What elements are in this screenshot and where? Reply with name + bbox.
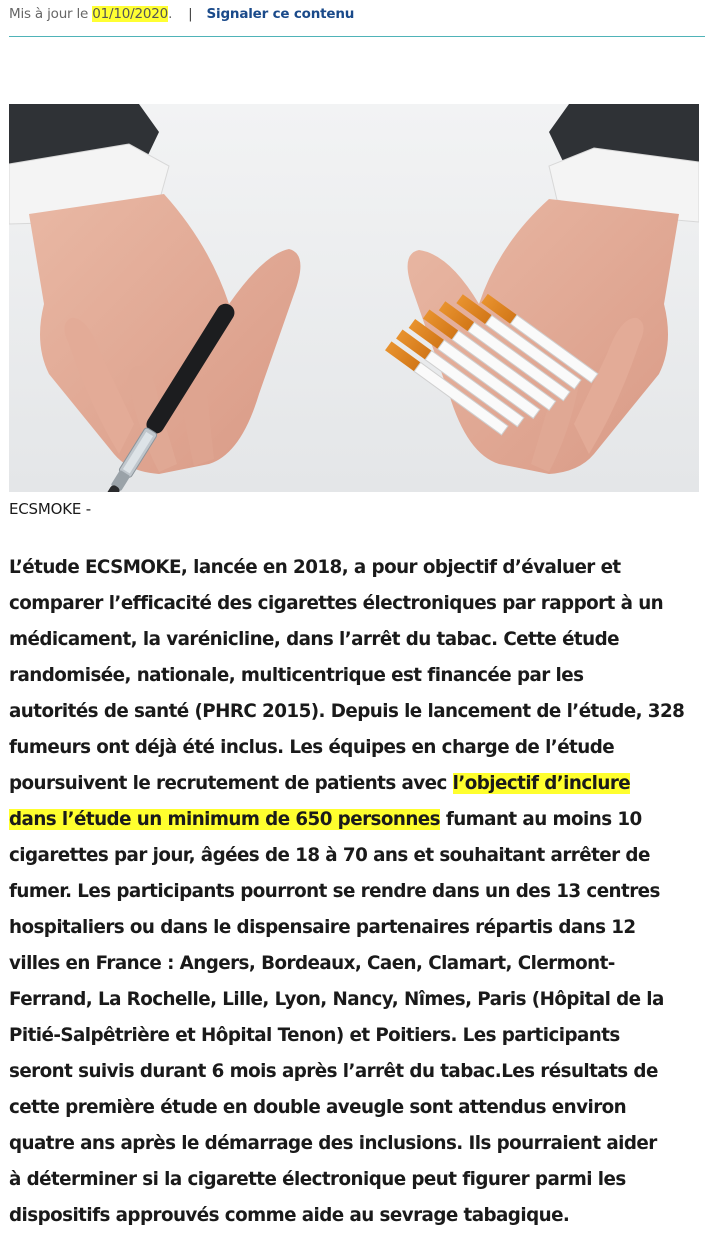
image-caption: ECSMOKE - (9, 500, 91, 518)
article-line: fumer. Les participants pourront se rendre dans un des 13 centres (9, 881, 660, 902)
article-line: fumeurs ont déjà été inclus. Les équipes en charge de l’étude (9, 737, 615, 758)
article-line: comparer l’efficacité des cigarettes électroniques par rapport à un (9, 593, 664, 614)
article-line: villes en France : Angers, Bordeaux, Caen, Clamart, Clermont- (9, 953, 615, 974)
article-line: randomisée, nationale, multicentrique est financée par les (9, 665, 584, 686)
article-line: seront suivis durant 6 mois après l’arrêt du tabac.Les résultats de (9, 1061, 658, 1082)
update-meta (9, 6, 354, 22)
article-line: médicament, la varénicline, dans l’arrêt du tabac. Cette étude (9, 629, 619, 650)
report-content-link[interactable]: Signaler ce contenu (206, 6, 355, 22)
header-divider (9, 36, 705, 37)
hands-ecig-cigarettes-illustration (9, 104, 699, 492)
meta-separator: | (188, 6, 193, 22)
article-line: cigarettes par jour, âgées de 18 à 70 ans et souhaitant arrêter de (9, 845, 650, 866)
updated-suffix: . (168, 6, 173, 22)
article-line (9, 766, 703, 802)
article-line: à déterminer si la cigarette électronique peut figurer parmi les (9, 1169, 626, 1190)
article-line: Ferrand, La Rochelle, Lille, Lyon, Nancy, Nîmes, Paris (Hôpital de la (9, 989, 664, 1010)
article-line: cette première étude en double aveugle sont attendus environ (9, 1097, 627, 1118)
article-line: Pitié-Salpêtrière et Hôpital Tenon) et Poitiers. Les participants (9, 1025, 620, 1046)
article-line: quatre ans après le démarrage des inclusions. Ils pourraient aider (9, 1133, 657, 1154)
updated-date: 01/10/2020 (92, 6, 169, 22)
highlighted-objective: l’objectif d’inclure (452, 773, 631, 794)
article-line: dispositifs approuvés comme aide au sevrage tabagique. (9, 1205, 570, 1226)
article-text: poursuivent le recrutement de patients avec (9, 773, 453, 794)
article-line: L’étude ECSMOKE, lancée en 2018, a pour objectif d’évaluer et (9, 557, 621, 578)
article-line (9, 802, 703, 838)
updated-prefix: Mis à jour le (9, 6, 93, 22)
article-line: hospitaliers ou dans le dispensaire partenaires répartis dans 12 (9, 917, 636, 938)
article-body (9, 550, 703, 1234)
article-line: autorités de santé (PHRC 2015). Depuis le lancement de l’étude, 328 (9, 701, 685, 722)
highlighted-objective: dans l’étude un minimum de 650 personnes (9, 809, 440, 830)
article-image (9, 104, 699, 492)
article-text: fumant au moins 10 (440, 809, 642, 830)
